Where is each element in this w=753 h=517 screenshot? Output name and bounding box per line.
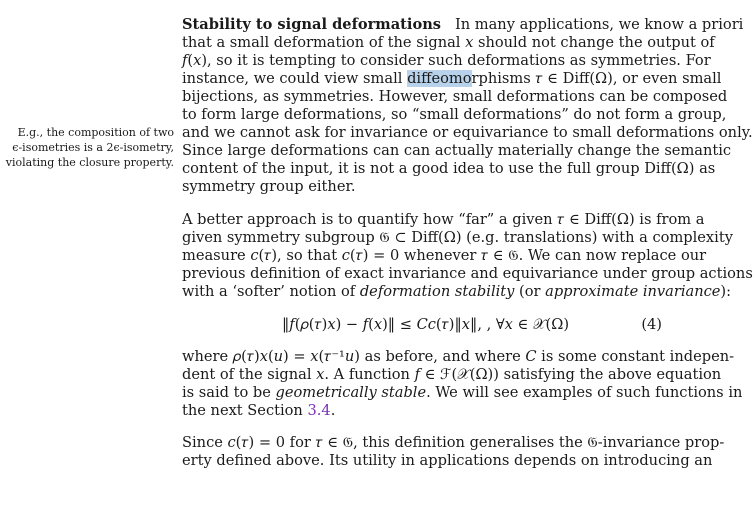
p3-line-4-post: . [330,402,336,419]
p3-line-1: where 𝜌(𝜏)𝑥(𝑢) = 𝑥(𝜏⁻¹𝑢) as before, and where 𝐶 is some constant indepen- [182,348,735,365]
p4-line-1: Since 𝑐(𝜏) = 0 for 𝜏 ∈ 𝔊, this definition generalises the 𝔊-invariance prop- [182,434,725,451]
p1-line-4-pre: instance, we could view small [182,70,408,87]
p3-line-4 [182,402,662,420]
p1-line-10: symmetry group either. [182,178,356,195]
p1-line-4 [182,70,722,88]
p2-line-3: measure 𝑐(𝜏), so that 𝑐(𝜏) = 0 whenever 𝜏 ∈ 𝔊. We can now replace our [182,247,707,264]
p2-line-1: A better approach is to quantify how “far” a given 𝜏 ∈ Diff(Ω) is from a [182,211,705,228]
p3-line-3-post: . We will see examples of such functions in [426,384,743,401]
p2-line-2: given symmetry subgroup 𝔊 ⊂ Diff(Ω) (e.g. translations) with a complexity [182,229,733,246]
margin-note-line-1: E.g., the composition of two [17,126,174,139]
term-deformation-stability: deformation stability [359,283,515,300]
p1-line-6: to form large deformations, so “small deformations” do not form a group, [182,106,727,123]
p1-line-1 [182,16,744,34]
section-link[interactable]: 3.4 [307,402,331,419]
p1-line-4-post: rphisms 𝜏 ∈ Diff(Ω), or even small [471,70,722,87]
p1-line-3: 𝑓(𝑥), so it is tempting to consider such deformations as symmetries. For [182,52,711,69]
p1-line-8: Since large deformations can can actually materially change the semantic [182,142,732,159]
equation-number: (4) [641,316,662,333]
p2-line-4: previous definition of exact invariance and equivariance under group actions [182,265,753,282]
p3-line-2: dent of the signal 𝑥. A function 𝑓 ∈ ℱ(𝒳(Ω)) satisfying the above equation [182,366,722,383]
selected-text[interactable]: diffeomo [407,70,472,87]
p1-line-7: and we cannot ask for invariance or equivariance to small deformations only. [182,124,753,141]
margin-note-line-2: ϵ-isometries is a 2ϵ-isometry, [12,141,174,154]
p4-line-2: erty defined above. Its utility in applications depends on introducing an [182,452,713,469]
p3-line-3-pre: is said to be [182,384,276,401]
equation-formula: ‖𝑓(𝜌(𝜏)𝑥) − 𝑓(𝑥)‖ ≤ 𝐶𝑐(𝜏)‖𝑥‖, , ∀𝑥 ∈ 𝒳(Ω) [282,316,570,333]
margin-note-line-3: violating the closure property. [5,156,174,169]
p1-line-2: that a small deformation of the signal 𝑥 should not change the output of [182,34,715,51]
p2-line-5 [182,283,732,301]
p2-line-5-post: ): [720,283,732,300]
term-approximate-invariance: approximate invariance [545,283,721,300]
p2-line-5-mid: (or [514,283,546,300]
p1-line-1-text: In many applications, we know a priori [454,16,744,33]
term-geometrically-stable: geometrically stable [275,384,427,401]
p1-line-9: content of the input, it is not a good idea to use the full group Diff(Ω) as [182,160,716,177]
p2-line-5-pre: with a ‘softer’ notion of [182,283,360,300]
p3-line-4-pre: the next Section [182,402,308,419]
section-heading: Stability to signal deformations [182,16,442,33]
p3-line-3 [182,384,743,402]
p1-line-5: bijections, as symmetries. However, small deformations can be composed [182,88,728,105]
